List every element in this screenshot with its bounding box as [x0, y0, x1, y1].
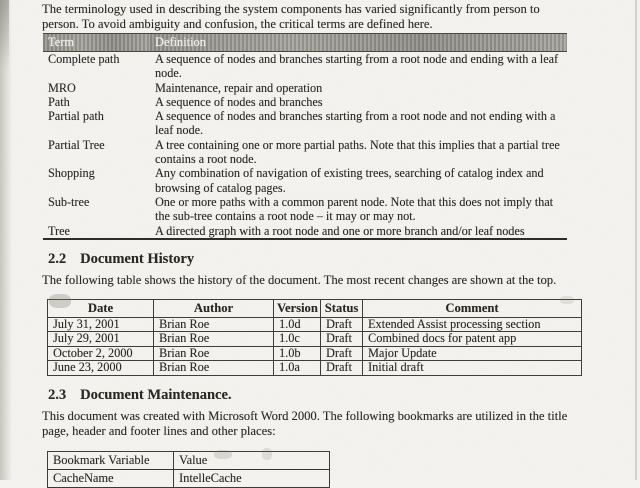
table-cell: Major Update [363, 346, 582, 361]
section-number: 2.3 [48, 386, 67, 403]
terminology-table-body [43, 52, 567, 239]
history-intro-paragraph: The following table shows the history of the document. The most recent changes are shown at the top. [42, 272, 557, 287]
table-cell: A tree containing one or more partial paths. Note that this implies that a partial tree contains a root node. [155, 137, 560, 167]
table-cell: 1.0d [274, 317, 321, 332]
terms-header-term: Term [43, 34, 150, 52]
table-cell: Brian Roe [154, 332, 274, 347]
table-row [43, 224, 567, 239]
table-cell: July 31, 2001 [48, 317, 154, 332]
scan-edge-shadow-left [0, 0, 12, 480]
bookmark-variables-table [47, 451, 330, 488]
table-row [43, 52, 567, 81]
section-title: Document History [80, 250, 195, 267]
table-header-row [48, 451, 330, 469]
table-cell: Draft [321, 361, 363, 376]
table-cell: Brian Roe [154, 346, 274, 361]
table-row [43, 138, 567, 167]
terminology-intro-paragraph: The terminology used in describing the system components has varied significantly from person to person. To avoid ambiguity and confusion, the critical terms are defined here. [42, 2, 540, 31]
table-cell: IntelleCache [174, 469, 330, 487]
table-cell: Draft [321, 346, 363, 361]
table-cell: 1.0a [274, 361, 321, 376]
table-cell: CacheName [48, 469, 174, 487]
table-cell: Any combination of navigation of existing trees, searching of catalog index and browsing of catalog pages. [155, 166, 544, 195]
table-cell: 1.0c [274, 332, 321, 347]
table-row [48, 346, 582, 361]
table-cell: A directed graph with a root node and one or more branch and/or leaf nodes [155, 223, 525, 238]
table-cell: Shopping [48, 166, 95, 181]
table-cell: One or more paths with a common parent node. Note that this does not imply that the sub-tree contains a root node – it may or may not. [155, 194, 554, 224]
terms-header-definition: Definition [150, 34, 567, 52]
table-cell: Sub-tree [48, 194, 90, 209]
table-row [43, 95, 567, 109]
history-table-header [48, 299, 582, 317]
table-cell: Path [48, 94, 70, 109]
section-number: 2.2 [48, 250, 67, 267]
table-cell: October 2, 2000 [48, 346, 154, 361]
table-row [43, 166, 567, 195]
history-header-comment: Comment [363, 299, 582, 317]
table-row [48, 361, 582, 376]
bookmark-header-value: Value [174, 451, 330, 469]
terminology-table-header [43, 34, 567, 52]
table-cell: Extended Assist processing section [363, 317, 582, 332]
section-heading-document-history [48, 251, 640, 267]
section-title: Document Maintenance. [80, 386, 232, 403]
table-cell: Brian Roe [154, 317, 274, 332]
table-cell: Tree [48, 223, 70, 238]
table-cell: A sequence of nodes and branches [155, 94, 323, 109]
scan-edge-line-right [635, 0, 637, 480]
table-cell: Partial Tree [48, 137, 105, 152]
bookmark-table-body [48, 469, 330, 487]
table-cell: 1.0b [274, 346, 321, 361]
document-history-table [47, 299, 582, 376]
table-cell: Initial draft [363, 361, 582, 376]
table-header-row [43, 34, 567, 52]
maintenance-intro-paragraph: This document was created with Microsoft Word 2000. The following bookmarks are utilized in the title page, header and footer lines and other places: [42, 408, 568, 438]
table-cell: A sequence of nodes and branches starting from a root node and not ending with a leaf node. [155, 109, 556, 138]
scan-edge-shadow-top-left [0, 0, 9, 70]
table-row [43, 81, 567, 95]
table-cell: Draft [321, 332, 363, 347]
history-header-version: Version [274, 299, 321, 317]
bookmark-header-variable: Bookmark Variable [48, 451, 174, 469]
table-cell: Combined docs for patent app [363, 332, 582, 347]
table-row [48, 332, 582, 347]
table-row [48, 317, 582, 332]
table-cell: Brian Roe [154, 361, 274, 376]
section-heading-document-maintenance [48, 387, 640, 403]
table-row [48, 469, 330, 487]
table-cell: Partial path [48, 109, 104, 124]
table-header-row [48, 299, 582, 317]
terminology-table [43, 33, 567, 240]
table-row [43, 109, 567, 138]
history-header-status: Status [321, 299, 363, 317]
table-cell: A sequence of nodes and branches starting from a root node and ending with a leaf node. [155, 52, 559, 81]
table-row [43, 195, 567, 224]
history-header-author: Author [154, 299, 274, 317]
bookmark-table-header [48, 451, 330, 469]
table-cell: June 23, 2000 [48, 361, 154, 376]
history-table-body [48, 317, 582, 375]
table-cell: Draft [321, 317, 363, 332]
table-cell: Maintenance, repair and operation [155, 80, 323, 95]
table-cell: July 29, 2001 [48, 332, 154, 347]
table-cell: Complete path [48, 52, 120, 66]
history-header-date: Date [48, 299, 154, 317]
table-cell: MRO [48, 80, 76, 95]
